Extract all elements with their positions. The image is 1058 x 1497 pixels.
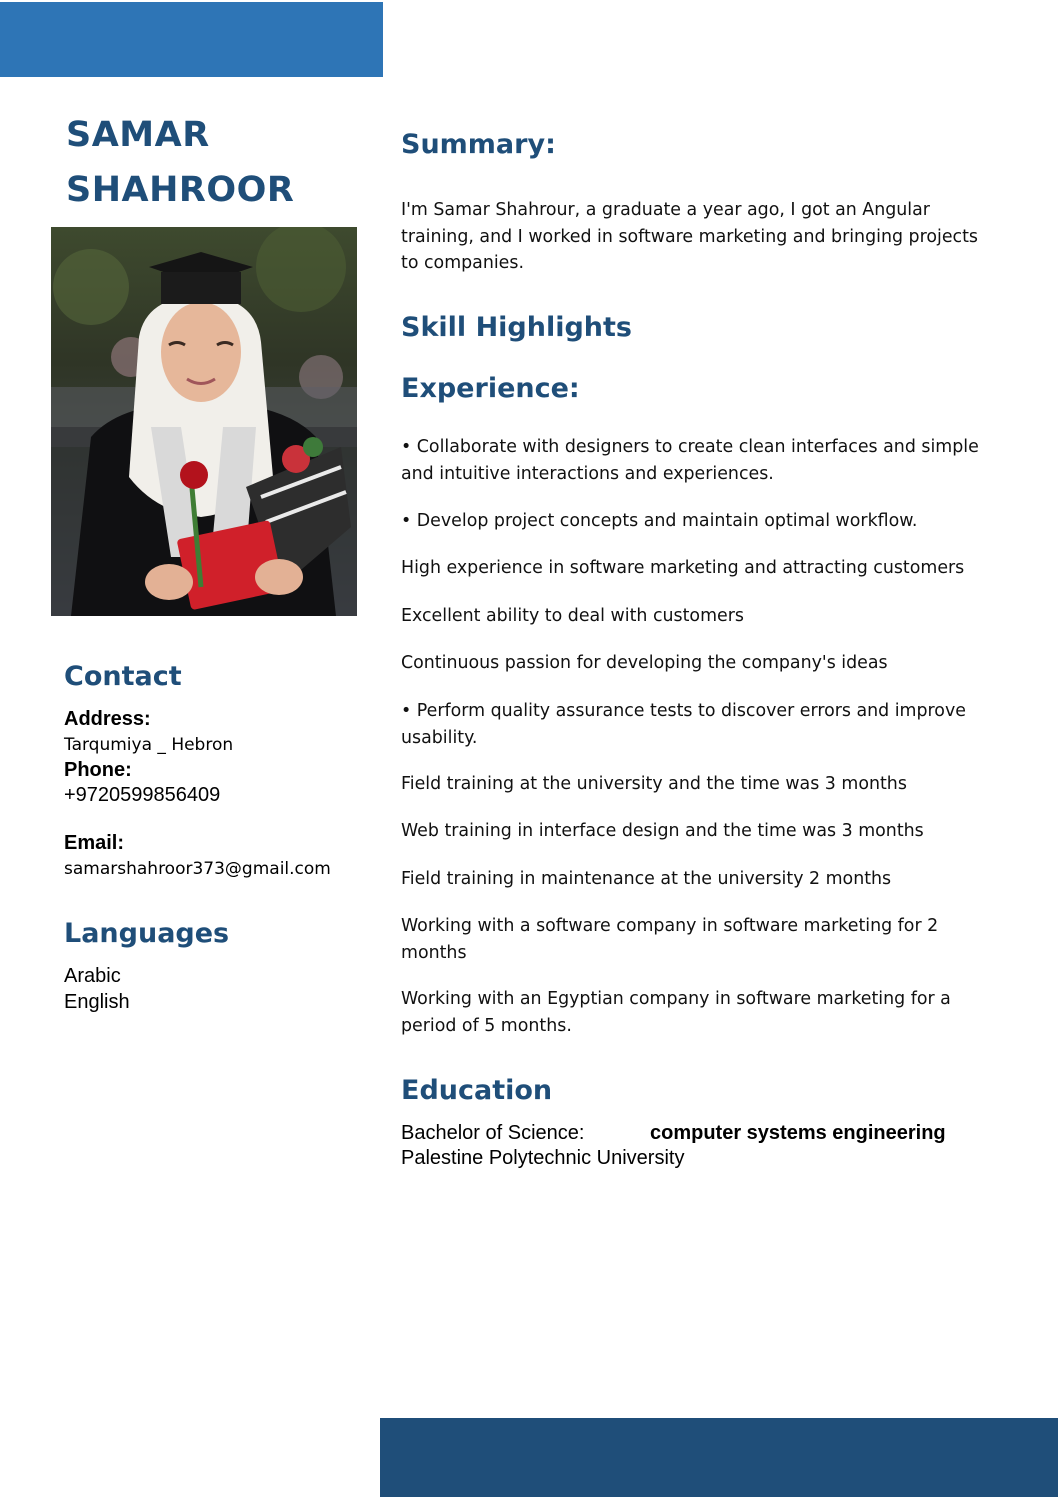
languages-heading: Languages [64, 918, 230, 949]
experience-item: High experience in software marketing and attracting customers [401, 558, 965, 578]
languages-list [64, 963, 130, 1015]
experience-item: Working with an Egyptian company in software marketing for a period of 5 months. [401, 989, 951, 1036]
education-heading: Education [401, 1075, 553, 1106]
education-entry [401, 1121, 946, 1171]
phone-value: +9720599856409 [64, 784, 221, 806]
degree-label: Bachelor of Science: [401, 1122, 585, 1144]
experience-item: Continuous passion for developing the company's ideas [401, 653, 888, 673]
experience-item: • Develop project concepts and maintain optimal workflow. [401, 511, 918, 531]
candidate-name [66, 108, 294, 218]
name-first: SAMAR [66, 115, 210, 155]
footer-accent-band [380, 1418, 1058, 1497]
experience-heading: Experience: [401, 373, 580, 404]
profile-photo [51, 227, 357, 616]
address-label: Address: [64, 708, 151, 730]
skills-heading: Skill Highlights [401, 312, 633, 343]
language-item: English [64, 991, 130, 1013]
name-last: SHAHROOR [66, 170, 295, 210]
experience-item: Field training in maintenance at the university 2 months [401, 869, 892, 889]
contact-heading: Contact [64, 661, 182, 692]
degree-value: computer systems engineering [650, 1122, 946, 1144]
experience-item: • Perform quality assurance tests to discover errors and improve usability. [401, 701, 966, 748]
language-item: Arabic [64, 965, 121, 987]
experience-item: Field training at the university and the time was 3 months [401, 774, 907, 794]
address-value: Tarqumiya _ Hebron [64, 735, 234, 755]
university-name: Palestine Polytechnic University [401, 1147, 685, 1169]
summary-heading: Summary: [401, 129, 556, 160]
summary-text: I'm Samar Shahrour, a graduate a year ago, I got an Angular training, and I worked in software marketing and bringing projects to companies. [401, 200, 978, 273]
header-accent-band [0, 2, 383, 77]
experience-item: • Collaborate with designers to create clean interfaces and simple and intuitive interactions and experiences. [401, 437, 979, 484]
experience-item: Web training in interface design and the time was 3 months [401, 821, 924, 841]
experience-item: Excellent ability to deal with customers [401, 606, 744, 626]
email-value: samarshahroor373@gmail.com [64, 859, 331, 879]
phone-label: Phone: [64, 759, 132, 781]
email-label: Email: [64, 832, 125, 854]
experience-item: Working with a software company in software marketing for 2 months [401, 916, 939, 963]
